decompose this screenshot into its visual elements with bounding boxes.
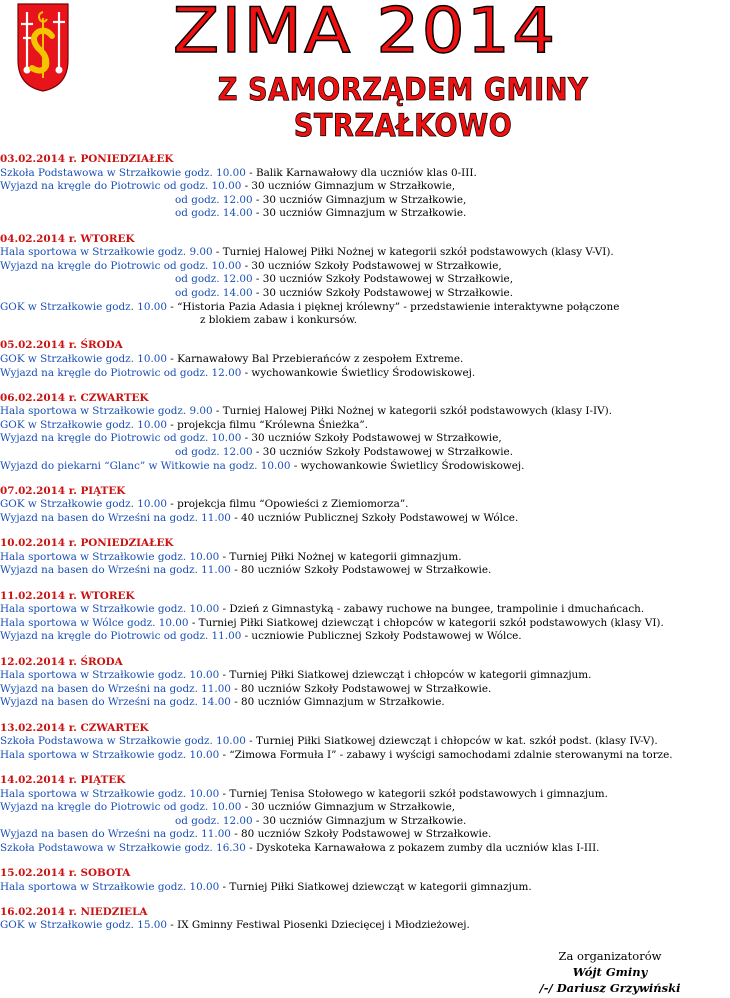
poster-subtitle: Z SAMORZĄDEM GMINY STRZAŁKOWO xyxy=(217,72,589,144)
event-line xyxy=(0,617,730,631)
event-description: - 30 uczniów Szkoły Podstawowej w Strzałkowie, xyxy=(241,259,502,272)
schedule-day xyxy=(0,722,730,763)
event-description: - 80 uczniów Szkoły Podstawowej w Strzałkowie. xyxy=(230,828,492,841)
event-line xyxy=(0,273,730,287)
event-place-time: Wyjazd na basen do Wrześni na godz. 11.00 xyxy=(0,682,231,695)
event-line xyxy=(0,735,730,749)
event-line xyxy=(0,314,730,328)
event-line xyxy=(0,246,730,260)
schedule-day xyxy=(0,906,730,933)
event-line xyxy=(0,828,730,842)
event-line xyxy=(0,749,730,763)
event-place-time: Wyjazd na kręgle do Piotrowic od godz. 10.00 xyxy=(0,259,242,272)
day-date-heading: 14.02.2014 r. PIĄTEK xyxy=(0,773,126,786)
event-place-time: od godz. 14.00 xyxy=(175,286,253,299)
event-line xyxy=(0,498,730,512)
poster-title: ZIMA 2014 xyxy=(172,0,558,68)
event-description: - 30 uczniów Gimnazjum w Strzałkowie, xyxy=(241,801,456,814)
event-place-time: Hala sportowa w Strzałkowie godz. 10.00 xyxy=(0,603,220,616)
event-description: - Turniej Piłki Siatkowej dziewcząt i chłopców w kat. szkół podst. (klasy IV-V). xyxy=(245,735,658,748)
schedule-day xyxy=(0,537,730,578)
day-date-heading: 05.02.2014 r. ŚRODA xyxy=(0,339,123,352)
event-line xyxy=(0,696,730,710)
schedule-day xyxy=(0,153,730,221)
event-description: - Turniej Piłki Siatkowej dziewcząt i chłopców w kategorii gimnazjum. xyxy=(219,669,592,682)
event-line xyxy=(0,353,730,367)
day-date-heading: 15.02.2014 r. SOBOTA xyxy=(0,867,131,880)
event-description: - Karnawałowy Bal Przebierańców z zespołem Extreme. xyxy=(167,352,464,365)
event-description: - 30 uczniów Gimnazjum w Strzałkowie, xyxy=(241,180,456,193)
event-line xyxy=(0,367,730,381)
signature-caption: Za organizatorów xyxy=(558,949,662,963)
event-place-time: Wyjazd na kręgle do Piotrowic od godz. 12.00 xyxy=(0,366,242,379)
event-description: - “Historia Pazia Adasia i pięknej królewny” - przedstawienie interaktywne połączone xyxy=(167,300,620,313)
event-line xyxy=(0,788,730,802)
day-date-heading: 10.02.2014 r. PONIEDZIAŁEK xyxy=(0,537,174,550)
event-description: - 30 uczniów Gimnazjum w Strzałkowie. xyxy=(252,814,467,827)
event-description: - projekcja filmu “Królewna Śnieżka”. xyxy=(167,418,369,431)
event-description: - Dyskoteka Karnawałowa z pokazem zumby dla uczniów klas I-III. xyxy=(245,841,600,854)
event-place-time: Hala sportowa w Strzałkowie godz. 10.00 xyxy=(0,880,220,893)
event-place-time: od godz. 12.00 xyxy=(175,446,253,459)
event-place-time: Hala sportowa w Strzałkowie godz. 10.00 xyxy=(0,550,220,563)
event-description: - 80 uczniów Gimnazjum w Strzałkowie. xyxy=(230,696,445,709)
schedule-day xyxy=(0,867,730,894)
signature-name: /-/ Dariusz Grzywiński xyxy=(539,981,681,995)
schedule-day xyxy=(0,590,730,644)
event-description: - IX Gminny Festiwal Piosenki Dziecięcej i Młodzieżowej. xyxy=(167,919,470,932)
event-line xyxy=(0,881,730,895)
event-description: - 30 uczniów Szkoły Podstawowej w Strzałkowie. xyxy=(252,286,514,299)
event-description: - 30 uczniów Szkoły Podstawowej w Strzałkowie. xyxy=(252,446,514,459)
event-description: - “Zimowa Formuła I” - zabawy i wyścigi samochodami zdalnie sterowanymi na torze. xyxy=(219,748,673,761)
event-schedule xyxy=(0,153,730,945)
event-line xyxy=(0,842,730,856)
day-date-heading: 12.02.2014 r. ŚRODA xyxy=(0,655,123,668)
schedule-day xyxy=(0,656,730,710)
event-line xyxy=(0,260,730,274)
event-line xyxy=(0,683,730,697)
event-place-time: od godz. 14.00 xyxy=(175,207,253,220)
event-line xyxy=(0,919,730,933)
event-place-time: Szkoła Podstawowa w Strzałkowie godz. 16.30 xyxy=(0,841,246,854)
event-place-time: od godz. 12.00 xyxy=(175,814,253,827)
day-date-heading: 04.02.2014 r. WTOREK xyxy=(0,232,135,245)
day-date-heading: 07.02.2014 r. PIĄTEK xyxy=(0,484,126,497)
event-place-time: Hala sportowa w Strzałkowie godz. 9.00 xyxy=(0,405,213,418)
event-line xyxy=(0,419,730,433)
event-place-time: od godz. 12.00 xyxy=(175,193,253,206)
event-place-time: od godz. 12.00 xyxy=(175,273,253,286)
event-line xyxy=(0,301,730,315)
event-description: - Turniej Halowej Piłki Nożnej w kategorii szkół podstawowych (klasy I-IV). xyxy=(212,405,613,418)
event-description: - 30 uczniów Szkoły Podstawowej w Strzałkowie, xyxy=(252,273,514,286)
event-place-time: Hala sportowa w Strzałkowie godz. 10.00 xyxy=(0,669,220,682)
event-line xyxy=(0,446,730,460)
event-description: - 30 uczniów Szkoły Podstawowej w Strzałkowie, xyxy=(241,432,502,445)
event-place-time: Wyjazd na basen do Wrześni na godz. 11.00 xyxy=(0,828,231,841)
event-line xyxy=(0,603,730,617)
schedule-day xyxy=(0,485,730,526)
event-place-time: Hala sportowa w Strzałkowie godz. 10.00 xyxy=(0,748,220,761)
schedule-day xyxy=(0,392,730,474)
event-line xyxy=(0,167,730,181)
event-place-time: Wyjazd do piekarni “Glanc” w Witkowie na godz. 10.00 xyxy=(0,459,291,472)
event-place-time: Wyjazd na basen do Wrześni na godz. 11.00 xyxy=(0,512,231,525)
event-line xyxy=(0,551,730,565)
event-place-time: Wyjazd na basen do Wrześni na godz. 14.00 xyxy=(0,696,231,709)
day-date-heading: 11.02.2014 r. WTOREK xyxy=(0,589,135,602)
event-line xyxy=(0,630,730,644)
signature-title: Wójt Gminy xyxy=(572,965,648,979)
event-line xyxy=(0,432,730,446)
event-place-time: Wyjazd na kręgle do Piotrowic od godz. 10.00 xyxy=(0,801,242,814)
event-description: - 30 uczniów Gimnazjum w Strzałkowie, xyxy=(252,193,467,206)
event-line xyxy=(0,512,730,526)
event-description: - 40 uczniów Publicznej Szkoły Podstawowej w Wólce. xyxy=(230,512,519,525)
event-place-time: Wyjazd na basen do Wrześni na godz. 11.00 xyxy=(0,564,231,577)
day-date-heading: 06.02.2014 r. CZWARTEK xyxy=(0,391,149,404)
event-line xyxy=(0,669,730,683)
event-place-time: Hala sportowa w Strzałkowie godz. 9.00 xyxy=(0,246,213,259)
event-description: - Turniej Halowej Piłki Nożnej w kategorii szkół podstawowych (klasy V-VI). xyxy=(212,246,614,259)
event-line xyxy=(0,287,730,301)
event-line xyxy=(0,194,730,208)
event-place-time: Hala sportowa w Wólce godz. 10.00 xyxy=(0,616,189,629)
event-line xyxy=(0,564,730,578)
schedule-day xyxy=(0,339,730,380)
event-description: - Balik Karnawałowy dla uczniów klas 0-III. xyxy=(245,166,477,179)
event-line xyxy=(0,460,730,474)
event-place-time: Szkoła Podstawowa w Strzałkowie godz. 10.00 xyxy=(0,735,246,748)
schedule-day xyxy=(0,233,730,328)
event-description: - uczniowie Publicznej Szkoły Podstawowej w Wólce. xyxy=(241,630,522,643)
event-place-time: GOK w Strzałkowie godz. 10.00 xyxy=(0,352,167,365)
day-date-heading: 13.02.2014 r. CZWARTEK xyxy=(0,721,149,734)
event-line xyxy=(0,207,730,221)
event-description: - wychowankowie Świetlicy Środowiskowej. xyxy=(290,459,525,472)
event-place-time: GOK w Strzałkowie godz. 10.00 xyxy=(0,300,167,313)
event-place-time: GOK w Strzałkowie godz. 15.00 xyxy=(0,919,167,932)
event-place-time: GOK w Strzałkowie godz. 10.00 xyxy=(0,498,167,511)
event-description: - wychowankowie Świetlicy Środowiskowej. xyxy=(241,366,476,379)
event-description: z blokiem zabaw i konkursów. xyxy=(200,314,358,327)
day-date-heading: 03.02.2014 r. PONIEDZIAŁEK xyxy=(0,153,174,165)
event-description: - 80 uczniów Szkoły Podstawowej w Strzałkowie. xyxy=(230,564,492,577)
signature-block xyxy=(520,948,700,996)
event-description: - Turniej Piłki Siatkowej dziewcząt w kategorii gimnazjum. xyxy=(219,880,532,893)
event-description: - projekcja filmu “Opowieści z Ziemiomorza”. xyxy=(167,498,409,511)
event-description: - 30 uczniów Gimnazjum w Strzałkowie. xyxy=(252,207,467,220)
event-place-time: Wyjazd na kręgle do Piotrowic od godz. 11.00 xyxy=(0,630,242,643)
event-line xyxy=(0,815,730,829)
event-place-time: Hala sportowa w Strzałkowie godz. 10.00 xyxy=(0,787,220,800)
event-description: - Turniej Tenisa Stołowego w kategorii szkół podstawowych i gimnazjum. xyxy=(219,787,608,800)
event-place-time: Wyjazd na kręgle do Piotrowic od godz. 10.00 xyxy=(0,180,242,193)
event-description: - Dzień z Gimnastyką - zabawy ruchowe na bungee, trampolinie i dmuchańcach. xyxy=(219,603,645,616)
event-place-time: Wyjazd na kręgle do Piotrowic od godz. 10.00 xyxy=(0,432,242,445)
event-description: - 80 uczniów Szkoły Podstawowej w Strzałkowie. xyxy=(230,682,492,695)
event-line xyxy=(0,180,730,194)
event-line xyxy=(0,405,730,419)
day-date-heading: 16.02.2014 r. NIEDZIELA xyxy=(0,905,148,918)
event-line xyxy=(0,801,730,815)
event-place-time: Szkoła Podstawowa w Strzałkowie godz. 10.00 xyxy=(0,166,246,179)
event-place-time: GOK w Strzałkowie godz. 10.00 xyxy=(0,418,167,431)
schedule-day xyxy=(0,774,730,856)
event-description: - Turniej Piłki Siatkowej dziewcząt i chłopców w kategorii szkół podstawowych (klasy VI). xyxy=(188,616,664,629)
event-description: - Turniej Piłki Nożnej w kategorii gimnazjum. xyxy=(219,550,462,563)
